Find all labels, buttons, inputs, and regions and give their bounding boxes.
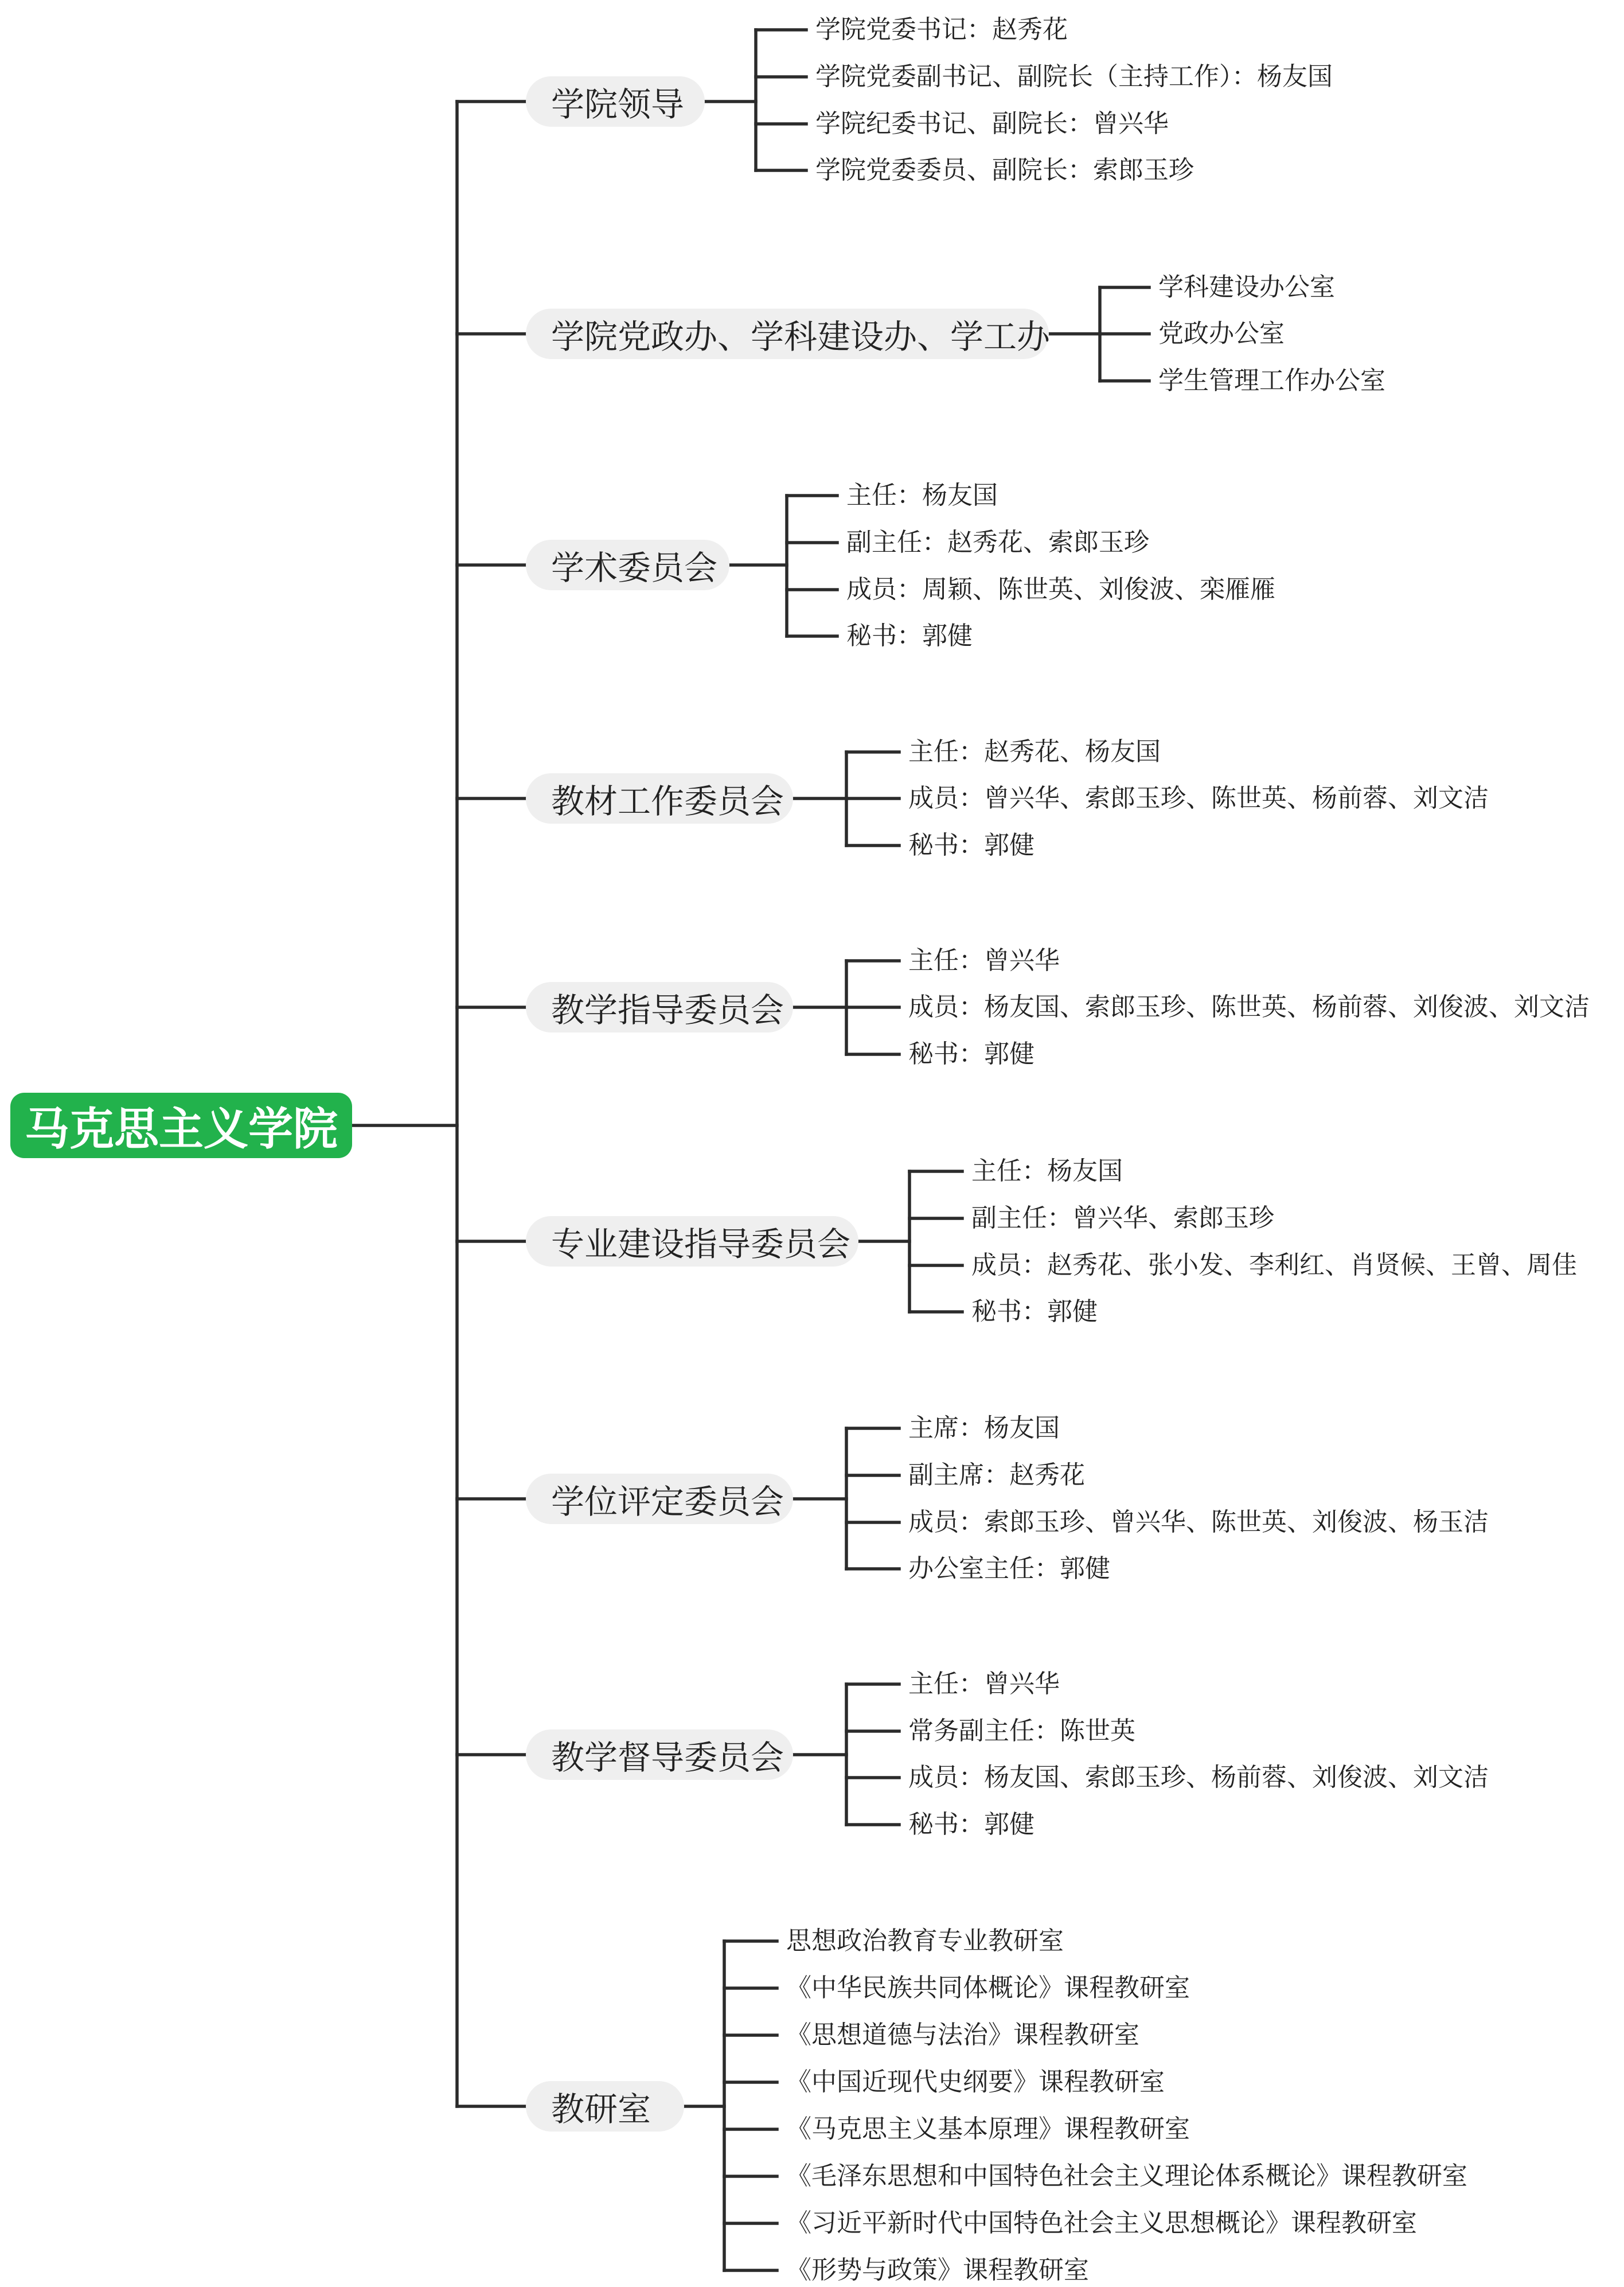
leaf-node[interactable]: 思想政治教育专业教研室 [786, 1926, 1064, 1955]
leaf-node[interactable]: 《思想道德与法治》课程教研室 [786, 2020, 1139, 2050]
category-node[interactable]: 学位评定委员会 [526, 1474, 793, 1524]
leaf-node[interactable]: 《习近平新时代中国特色社会主义思想概论》课程教研室 [786, 2208, 1417, 2238]
leaf-node[interactable]: 办公室主任：郭健 [908, 1554, 1110, 1583]
leaf-node[interactable]: 成员：曾兴华、索郎玉珍、陈世英、杨前蓉、刘文洁 [908, 784, 1489, 813]
leaf-node[interactable]: 学院纪委书记、副院长：曾兴华 [815, 109, 1169, 138]
leaf-node[interactable]: 副主任：曾兴华、索郎玉珍 [971, 1203, 1274, 1233]
leaf-node[interactable]: 党政办公室 [1158, 319, 1285, 348]
leaf-node[interactable]: 秘书：郭健 [908, 1810, 1034, 1839]
leaf-node[interactable]: 学生管理工作办公室 [1158, 366, 1385, 395]
leaf-node[interactable]: 秘书：郭健 [971, 1297, 1098, 1326]
leaf-node[interactable]: 主任：杨友国 [971, 1156, 1123, 1186]
leaf-node[interactable]: 主任：曾兴华 [908, 946, 1060, 975]
category-node[interactable]: 学院党政办、学科建设办、学工办 [526, 309, 1049, 359]
leaf-node[interactable]: 成员：杨友国、索郎玉珍、杨前蓉、刘俊波、刘文洁 [908, 1763, 1489, 1792]
category-node[interactable]: 教研室 [526, 2081, 684, 2132]
leaf-node[interactable]: 常务副主任：陈世英 [908, 1716, 1135, 1746]
leaf-node[interactable]: 副主席：赵秀花 [908, 1460, 1085, 1490]
leaf-node[interactable]: 秘书：郭健 [846, 621, 973, 650]
leaf-node[interactable]: 副主任：赵秀花、索郎玉珍 [846, 528, 1149, 557]
leaf-node[interactable]: 主任：赵秀花、杨友国 [908, 737, 1161, 766]
leaf-node[interactable]: 《中国近现代史纲要》课程教研室 [786, 2067, 1165, 2097]
leaf-node[interactable]: 学院党委副书记、副院长（主持工作）：杨友国 [815, 62, 1333, 91]
leaf-node[interactable]: 学院党委委员、副院长：索郎玉珍 [815, 155, 1194, 185]
leaf-node[interactable]: 学院党委书记：赵秀花 [815, 15, 1068, 44]
leaf-node[interactable]: 主任：曾兴华 [908, 1669, 1060, 1698]
category-node[interactable]: 教学指导委员会 [526, 982, 793, 1033]
leaf-node[interactable]: 《马克思主义基本原理》课程教研室 [786, 2114, 1190, 2144]
category-node[interactable]: 教材工作委员会 [526, 773, 793, 824]
leaf-node[interactable]: 《毛泽东思想和中国特色社会主义理论体系概论》课程教研室 [786, 2161, 1467, 2191]
leaf-node[interactable]: 秘书：郭健 [908, 831, 1034, 860]
leaf-node[interactable]: 《中华民族共同体概论》课程教研室 [786, 1973, 1190, 2002]
category-node[interactable]: 学术委员会 [526, 540, 729, 590]
leaf-node[interactable]: 成员：杨友国、索郎玉珍、陈世英、杨前蓉、刘俊波、刘文洁 [908, 992, 1590, 1022]
leaf-node[interactable]: 主任：杨友国 [846, 481, 998, 510]
category-node[interactable]: 专业建设指导委员会 [526, 1216, 858, 1267]
leaf-node[interactable]: 学科建设办公室 [1158, 272, 1335, 302]
leaf-node[interactable]: 成员：赵秀花、张小发、李利红、肖贤候、王曾、周佳 [971, 1250, 1577, 1280]
leaf-node[interactable]: 主席：杨友国 [908, 1413, 1060, 1443]
leaf-node[interactable]: 《形势与政策》课程教研室 [786, 2255, 1089, 2285]
leaf-node[interactable]: 成员：周颖、陈世英、刘俊波、栾雁雁 [846, 575, 1275, 604]
leaf-node[interactable]: 秘书：郭健 [908, 1039, 1034, 1069]
root-node[interactable]: 马克思主义学院 [10, 1093, 352, 1158]
category-node[interactable]: 学院领导 [526, 76, 705, 127]
leaf-node[interactable]: 成员：索郎玉珍、曾兴华、陈世英、刘俊波、杨玉洁 [908, 1507, 1489, 1537]
category-node[interactable]: 教学督导委员会 [526, 1729, 793, 1780]
